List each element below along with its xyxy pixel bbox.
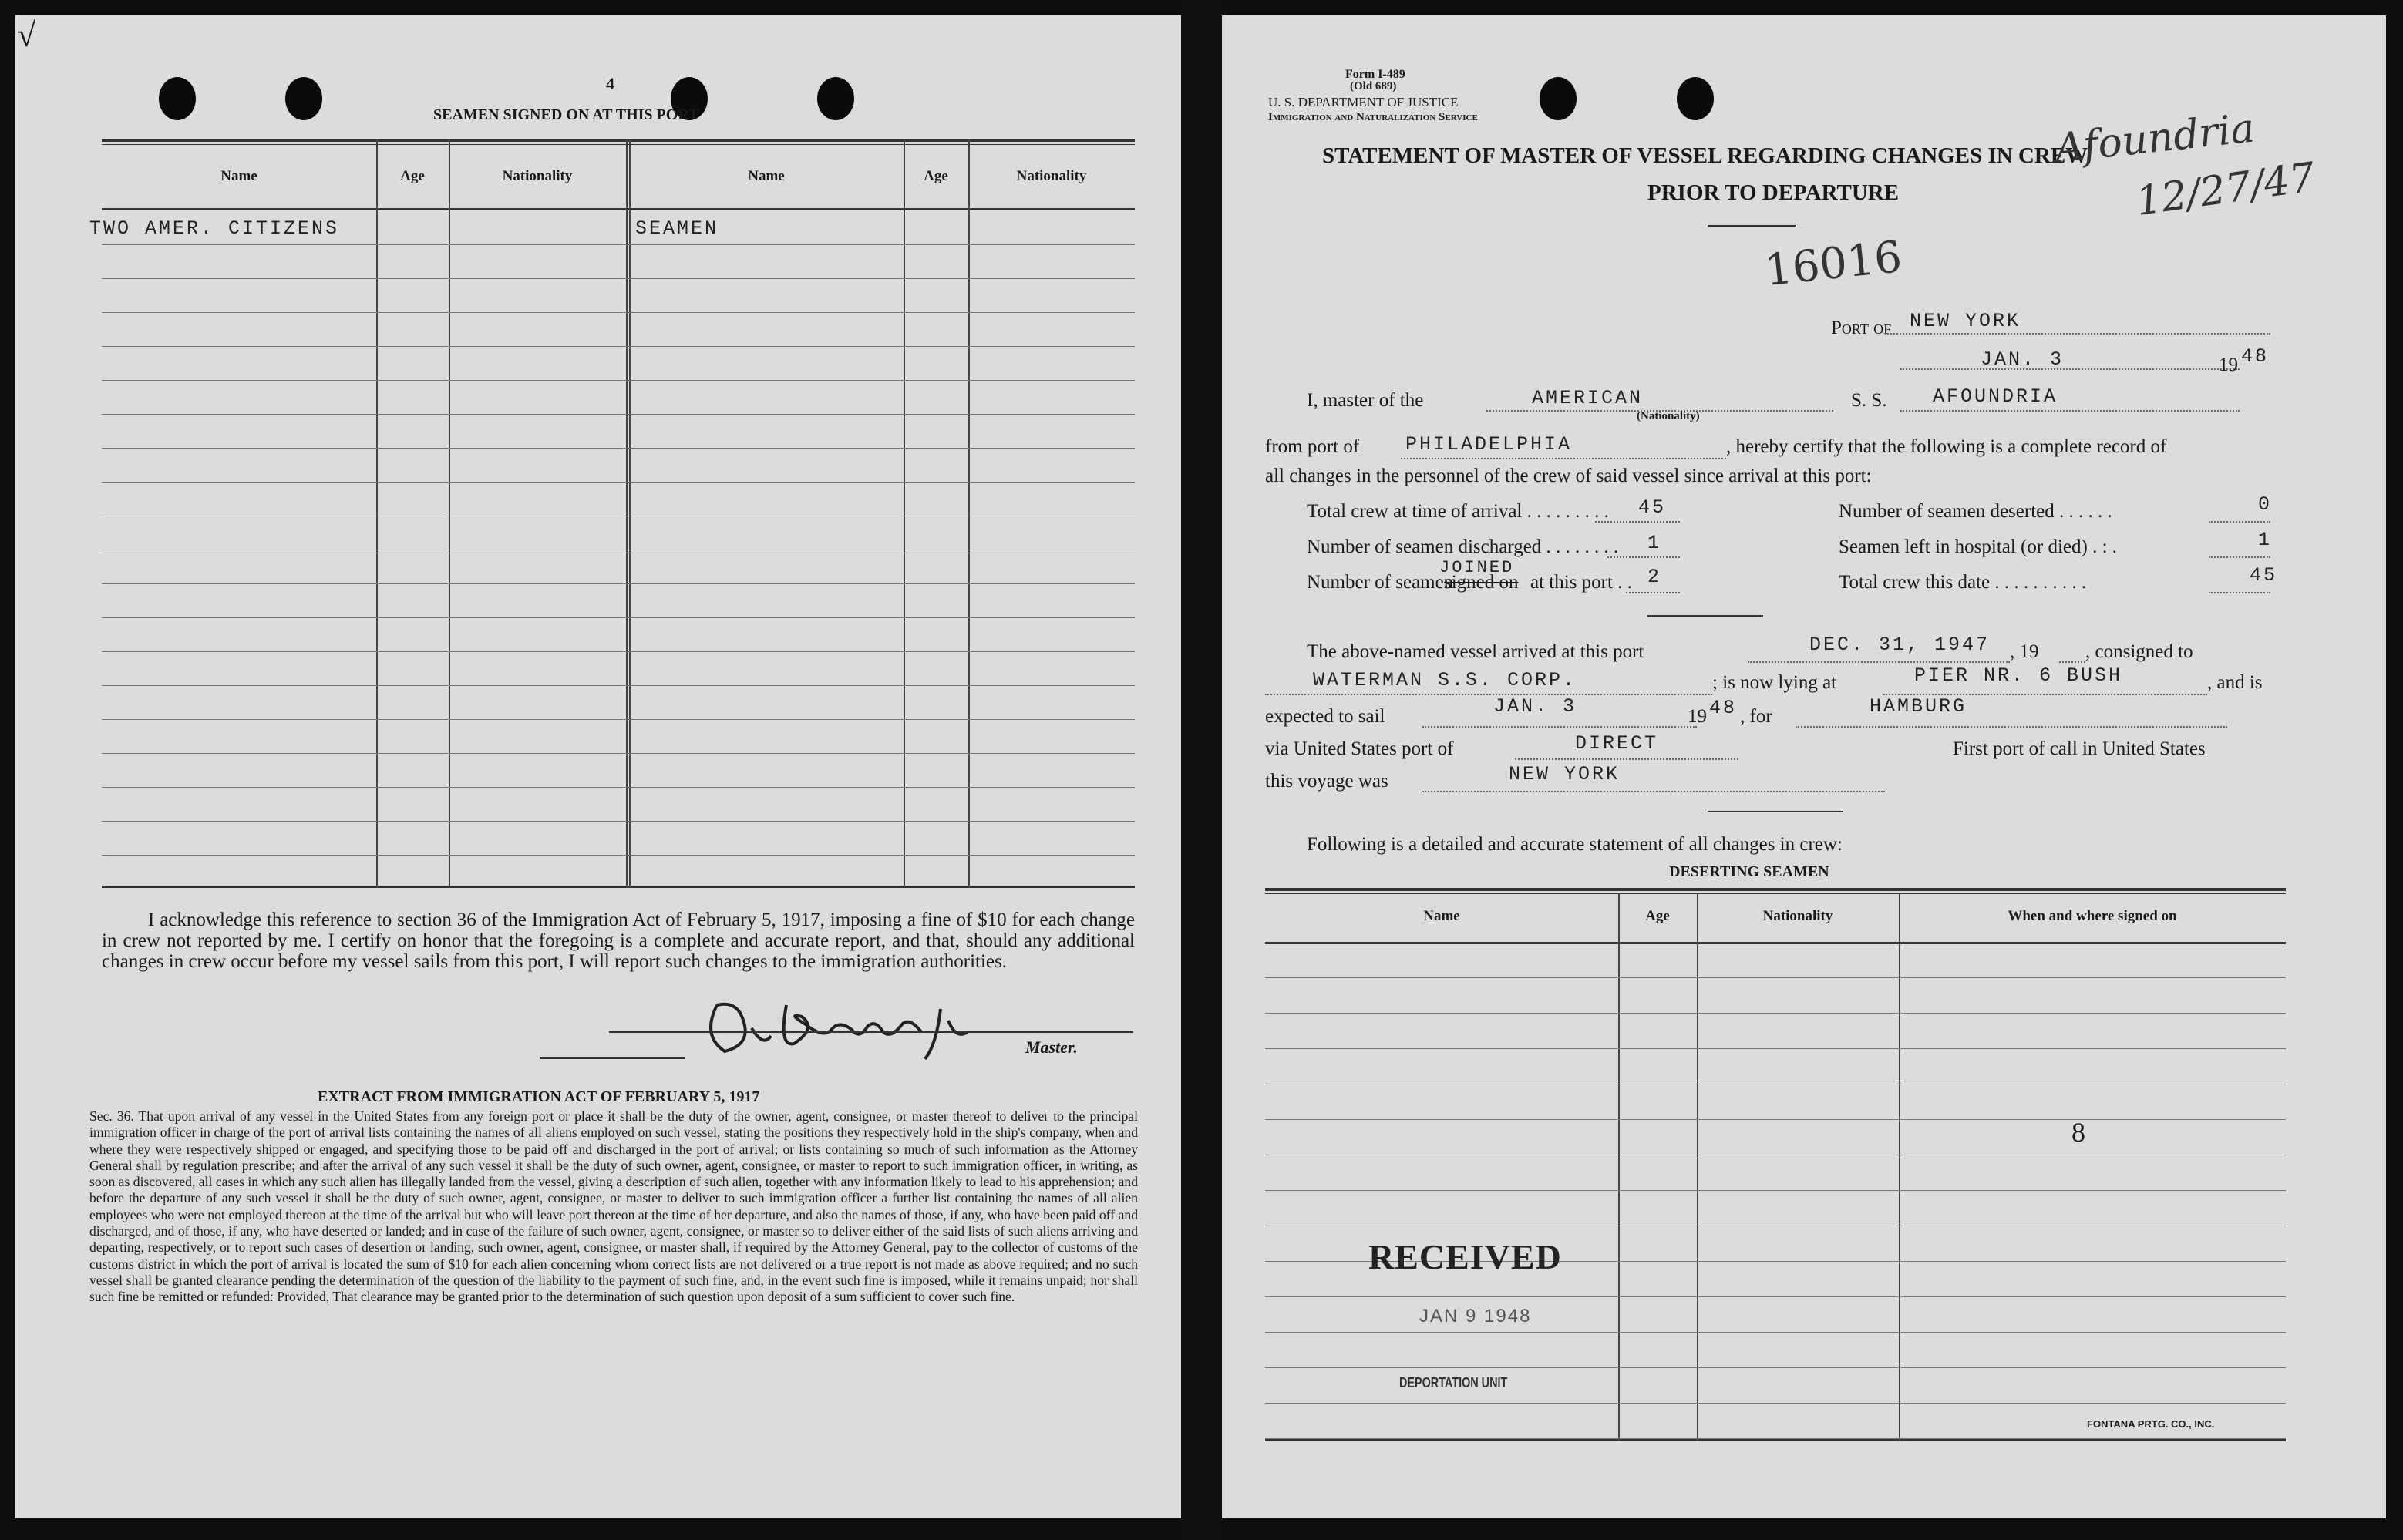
nationality-caption: (Nationality)	[1637, 410, 1700, 422]
punch-hole	[1540, 77, 1577, 120]
table-row	[102, 414, 1135, 415]
col-header-name: Name	[1423, 908, 1460, 924]
statute-text: Sec. 36. That upon arrival of any vessel in the United States from any foreign port or place it shall be the duty of the owner, agent, consignee, or master thereof to deliver to the principal immigration officer in charge of the port of arrival lists containing the names of all aliens employed on such vessel, stating the positions they respectively hold in the ship's company, when and where they were respectively shipped or engaged, and specifying those to be paid off and discharged in the port of arrival; or lists containing so much of such information as the Attorney General shall by regulation prescribe; and after the arrival of any such vessel it shall be the duty of such owner, agent, consignee, or master to report to such immigration officer, in writing, as soon as discovered, all cases in which any such alien has illegally landed from the vessel, giving a description of such alien, together with any information likely to lead to his apprehension; and before the departure of any such vessel it shall be the duty of such owner, agent, consignee, or master to deliver to such immigration officer a further list containing the names of all alien employees who were not employed thereon at the time of the arrival but who will leave port thereon at the time of her departure, and also the names of those, if any, who have been paid off and discharged, and of those, if any, who have deserted or landed; and in case of the failure of such owner, agent, consignee, or master so to deliver either of the said lists of such aliens arriving and departing, respectively, or to report such cases of desertion or landing, such owner, agent, consignee, or master shall, if required by the Attorney General, pay to the collector of customs of the customs district in which the port of arrival is located the sum of $10 for each alien concerning whom correct lists are not delivered or a true report is not made as above required; and no such vessel shall be granted clearance pending the determination of the question of the liability to the payment of such fine, and, in the event such fine is imposed, while it remains unpaid; nor shall such fine be remitted or refunded: Provided, That clearance may be granted prior to the determination of such question upon deposit of a sum sufficient to cover such fine.	[89, 1108, 1138, 1305]
stat-value: 0	[2258, 493, 2273, 516]
consignee-field	[1265, 694, 1712, 695]
col-header-nationality: Nationality	[502, 168, 573, 184]
voyage-value: NEW YORK	[1509, 763, 1621, 785]
printer-mark: FONTANA PRTG. CO., INC.	[2087, 1418, 2215, 1430]
expected-date: JAN. 3	[1493, 695, 1577, 718]
stat-label: Number of seamen deserted . . . . . .	[1839, 501, 2112, 522]
ship-field	[1900, 410, 2240, 412]
stat-label: Total crew this date . . . . . . . . . .	[1839, 572, 2087, 593]
handwritten-date: 12/27/47	[2132, 154, 2318, 225]
acknowledgment-text: I acknowledge this reference to section 36 of the Immigration Act of February 5, 1917, imposing a fine of $10 for each change in crew not reported by me. I certify on honor that the foregoing is a complete and accurate report, and that, should any additional changes in crew occur before my vessel sails from this port, I will report such changes to the immigration authorities.	[102, 910, 1135, 972]
page-mark: 8	[2071, 1117, 2085, 1148]
struck-text: signed on	[1444, 572, 1519, 593]
form-title: STATEMENT OF MASTER OF VESSEL REGARDING CHANGES IN CREW	[1322, 143, 2088, 168]
check-mark: √	[17, 16, 36, 54]
divider	[1708, 225, 1796, 227]
year-value: 48	[2241, 345, 2270, 368]
table-row	[102, 312, 1135, 313]
table-cell: SEAMEN	[635, 217, 719, 240]
table-row	[102, 244, 1135, 245]
table-row	[102, 855, 1135, 856]
stat-label: Number of seamen discharged . . . . . . . .	[1307, 536, 1619, 557]
following-text: Following is a detailed and accurate statement of all changes in crew:	[1307, 834, 1843, 855]
arrival-date: DEC. 31, 1947	[1809, 634, 1991, 656]
col-header-nationality: Nationality	[1762, 908, 1833, 924]
consignee-value: WATERMAN S.S. CORP.	[1313, 669, 1577, 691]
department: U. S. DEPARTMENT OF JUSTICE	[1268, 95, 1459, 109]
arrival-year-field	[2059, 661, 2085, 663]
stat-field	[2209, 521, 2270, 523]
punch-hole	[1677, 77, 1714, 120]
form-subtitle: PRIOR TO DEPARTURE	[1647, 180, 1900, 205]
table-row	[1265, 977, 2286, 978]
nationality-value: AMERICAN	[1532, 387, 1644, 409]
form-old: (Old 689)	[1350, 80, 1397, 92]
table-row	[102, 719, 1135, 720]
destination-field	[1796, 726, 2227, 728]
signature-line	[609, 1031, 1133, 1033]
lying-label: ; is now lying at	[1712, 672, 1837, 693]
certify-text: all changes in the personnel of the crew of said vessel since arrival at this port:	[1265, 466, 1872, 486]
date-value: JAN. 3	[1981, 348, 2065, 371]
col-header-signed-on: When and where signed on	[2008, 908, 2177, 924]
voyage-label: this voyage was	[1265, 771, 1388, 792]
service: Immigration and Naturalization Service	[1268, 111, 1478, 123]
page-gutter	[1181, 0, 1222, 1540]
handwritten-number: 16016	[1762, 231, 1905, 297]
stat-value: 1	[2258, 529, 2273, 551]
via-label: via United States port of	[1265, 738, 1454, 759]
stat-label: at this port . .	[1530, 572, 1632, 593]
expected-year-prefix: 19	[1688, 706, 1707, 727]
expected-label: expected to sail	[1265, 706, 1385, 727]
right-page	[1222, 15, 2386, 1518]
table-row	[1265, 1403, 2286, 1404]
col-header-nationality: Nationality	[1016, 168, 1087, 184]
divider	[1708, 811, 1843, 812]
table-row	[102, 753, 1135, 754]
expected-field	[1422, 726, 1697, 728]
table-row	[1265, 1119, 2286, 1120]
col-header-age: Age	[400, 168, 425, 184]
master-label: I, master of the	[1307, 390, 1424, 411]
consigned-label: , consigned to	[2085, 641, 2193, 662]
stat-field	[1626, 592, 1680, 593]
form-id: Form I-489	[1345, 68, 1405, 81]
for-label: , for	[1740, 706, 1772, 727]
stat-label: Seamen left in hospital (or died) . : .	[1839, 536, 2118, 557]
punch-hole	[817, 77, 854, 120]
stat-field	[2209, 592, 2270, 593]
port-field	[1885, 333, 2270, 335]
table-row	[102, 685, 1135, 686]
stat-field	[2209, 556, 2270, 558]
stat-value: 45	[1638, 496, 1667, 519]
stat-field	[1595, 521, 1680, 523]
table-cell: TWO AMER. CITIZENS	[89, 217, 340, 240]
deserting-table	[1265, 879, 2286, 1441]
table-row	[1265, 1438, 2286, 1439]
table-row	[1265, 1190, 2286, 1191]
table-row	[102, 380, 1135, 381]
punch-hole	[159, 77, 196, 120]
certify-text: , hereby certify that the following is a complete record of	[1726, 436, 2167, 457]
table-row	[1265, 1367, 2286, 1368]
col-header-name: Name	[220, 168, 257, 184]
section-title: SEAMEN SIGNED ON AT THIS PORT	[433, 106, 699, 123]
table-row	[102, 346, 1135, 347]
arrival-year-prefix: , 19	[2010, 641, 2039, 662]
stat-field	[1607, 556, 1680, 558]
table-row	[102, 651, 1135, 652]
signature-role: Master.	[1025, 1037, 1078, 1057]
stamp-date: JAN 9 1948	[1419, 1306, 1532, 1326]
table-row	[102, 448, 1135, 449]
arrival-field	[1748, 661, 2010, 663]
stat-label: Total crew at time of arrival . . . . . . . . .	[1307, 501, 1609, 522]
from-port-value: PHILADELPHIA	[1405, 433, 1573, 456]
voyage-field	[1422, 791, 1885, 792]
via-field	[1515, 758, 1738, 760]
from-port-field	[1401, 458, 1726, 459]
date-field	[1900, 368, 2240, 370]
from-port-label: from port of	[1265, 436, 1360, 457]
col-header-age: Age	[1645, 908, 1670, 924]
stat-value: 1	[1647, 532, 1662, 554]
received-stamp: RECEIVED	[1368, 1237, 1562, 1276]
table-row	[102, 787, 1135, 788]
stat-value: 45	[2250, 564, 2278, 587]
first-port-label: First port of call in United States	[1953, 738, 2206, 759]
ss-label: S. S.	[1851, 390, 1887, 411]
via-value: DIRECT	[1575, 732, 1659, 755]
stamp-unit: DEPORTATION UNIT	[1399, 1375, 1508, 1390]
page-number: 4	[606, 74, 614, 93]
table-row	[102, 278, 1135, 279]
expected-year: 48	[1709, 697, 1738, 719]
arrival-label: The above-named vessel arrived at this port	[1307, 641, 1644, 662]
table-row	[102, 583, 1135, 584]
crew-table	[89, 139, 1135, 888]
table-row	[1265, 1013, 2286, 1014]
stat-label: Number of seamen	[1307, 572, 1454, 593]
table-row	[1265, 1332, 2286, 1333]
stat-value: 2	[1647, 566, 1662, 588]
table-row	[102, 821, 1135, 822]
master-signature	[671, 982, 1041, 1074]
handwritten-ship-name: Afoundria	[2052, 105, 2257, 173]
divider	[540, 1057, 685, 1059]
left-page	[15, 15, 1181, 1518]
table-row	[1265, 1296, 2286, 1297]
destination-value: HAMBURG	[1870, 695, 1967, 718]
col-header-name: Name	[748, 168, 785, 184]
table-row	[102, 482, 1135, 483]
year-prefix: 19	[2219, 355, 2238, 375]
punch-hole	[285, 77, 322, 120]
deserting-title: DESERTING SEAMEN	[1669, 863, 1829, 880]
joined-insert: JOINED	[1439, 558, 1515, 577]
col-header-age: Age	[924, 168, 948, 184]
port-label: Port of	[1831, 318, 1892, 338]
table-row	[102, 617, 1135, 618]
extract-title: EXTRACT FROM IMMIGRATION ACT OF FEBRUARY 5, 1917	[318, 1088, 760, 1105]
ship-value: AFOUNDRIA	[1933, 385, 2058, 408]
port-value: NEW YORK	[1910, 310, 2021, 332]
and-is-label: , and is	[2207, 672, 2263, 693]
divider	[1647, 615, 1763, 617]
lying-value: PIER NR. 6 BUSH	[1914, 664, 2123, 687]
table-row	[1265, 1048, 2286, 1049]
